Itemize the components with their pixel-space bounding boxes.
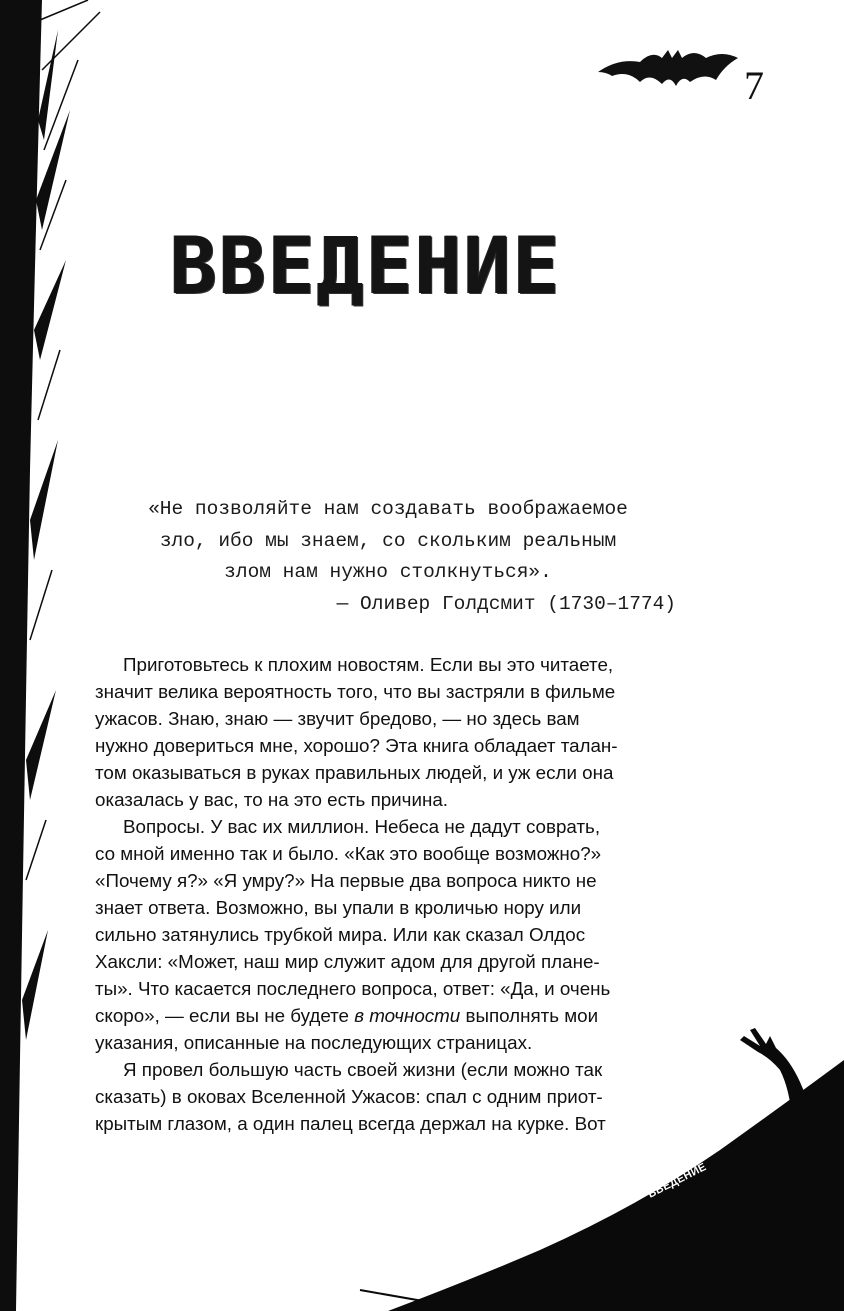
epigraph-line: зло, ибо мы знаем, со скольким реальным — [159, 529, 617, 552]
body-text-run: скоро», — если вы не будете — [95, 1005, 355, 1026]
body-line: сказать) в оковах Вселенной Ужасов: спал с одним приот- — [95, 1086, 603, 1107]
page-number: 7 — [744, 63, 764, 108]
body-line — [95, 1002, 695, 1029]
epigraph-author: — Оливер Голдсмит (1730–1774) — [336, 592, 676, 615]
epigraph-line: злом нам нужно столкнуться». — [224, 561, 552, 583]
body-line: оказалась у вас, то на это есть причина. — [95, 789, 448, 810]
body-text — [95, 651, 695, 1137]
body-line: Хаксли: «Может, наш мир служит адом для другой плане- — [95, 951, 600, 972]
running-footer-label: ВВЕДЕНИЕ — [646, 1160, 709, 1201]
body-line: крытым глазом, а один палец всегда держал на курке. Вот — [95, 1113, 606, 1134]
epigraph-line: «Не позволяйте нам создавать воображаемое — [148, 498, 628, 520]
body-text-run: выполнять мои — [460, 1005, 599, 1026]
body-line: сильно затянулись трубкой мира. Или как сказал Олдос — [95, 924, 586, 945]
body-line: нужно довериться мне, хорошо? Эта книга обладает талан- — [95, 735, 618, 756]
chapter-title: ВВЕДЕНИЕ — [170, 222, 562, 312]
epigraph — [100, 494, 676, 620]
body-line: Я провел большую часть своей жизни (если можно так — [123, 1059, 603, 1080]
body-line: том оказываться в руках правильных людей, и уж если она — [95, 762, 614, 783]
body-line: ужасов. Знаю, знаю — звучит бредово, — но здесь вам — [95, 708, 580, 729]
body-line: Приготовьтесь к плохим новостям. Если вы это читаете, — [123, 654, 614, 675]
body-line: значит велика вероятность того, что вы застряли в фильме — [95, 681, 616, 702]
body-line: указания, описанные на последующих страницах. — [95, 1032, 533, 1053]
body-line: ты». Что касается последнего вопроса, ответ: «Да, и очень — [95, 978, 611, 999]
zombie-hand-icon — [740, 1028, 812, 1120]
body-italic-run: в точности — [354, 1005, 461, 1026]
bat-icon — [598, 50, 738, 86]
body-line: знает ответа. Возможно, вы упали в кроличью нору или — [95, 897, 582, 918]
body-line: «Почему я?» «Я умру?» На первые два вопроса никто не — [95, 870, 597, 891]
body-line: Вопросы. У вас их миллион. Небеса не дадут соврать, — [123, 816, 601, 837]
body-line: со мной именно так и было. «Как это вообще возможно?» — [95, 843, 602, 864]
